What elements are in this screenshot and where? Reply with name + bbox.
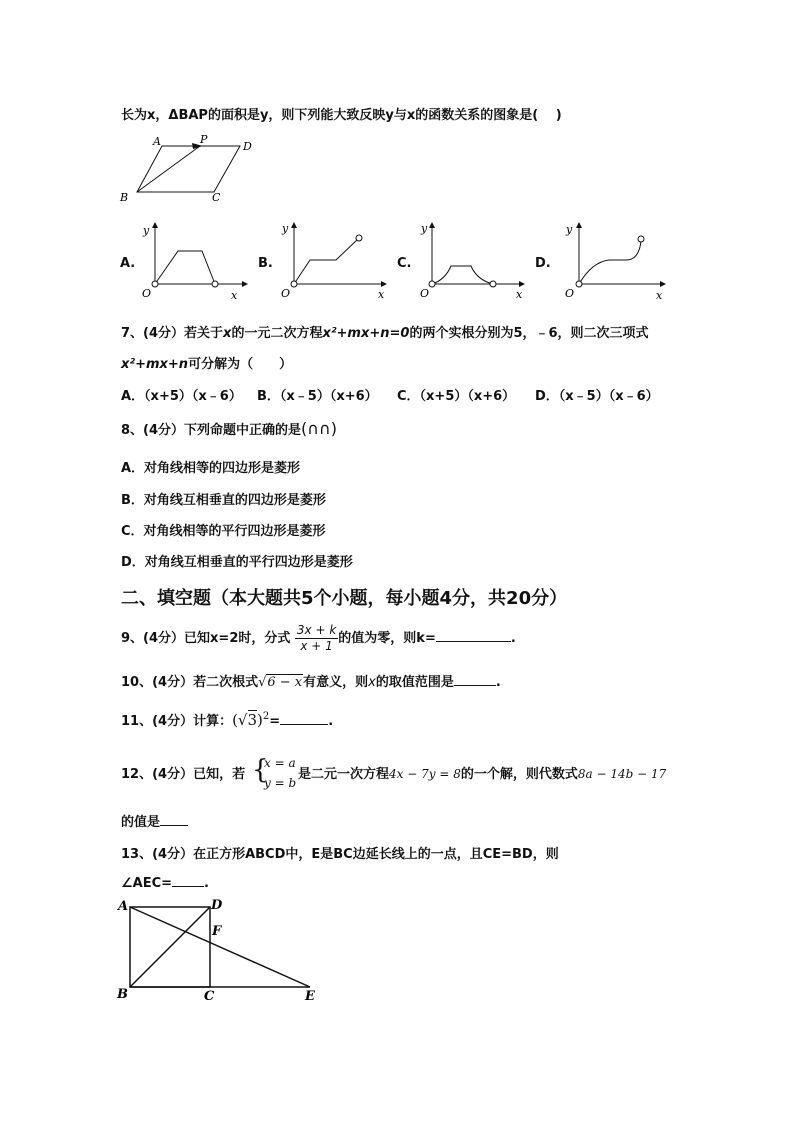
q7-trinomial: x²+mx+n	[121, 357, 189, 372]
q13-label-e: E	[305, 989, 315, 1003]
graph-c-x: x	[516, 288, 523, 301]
q7-line2	[121, 353, 292, 372]
q10-var-x: x	[368, 675, 376, 690]
graph-option-d	[554, 220, 669, 302]
q7-var-x: x	[223, 326, 232, 341]
q12-line2-text: 的值是	[121, 815, 161, 830]
q7-mid1: 的一元二次方程	[231, 326, 323, 341]
q12-answer-blank[interactable]	[160, 813, 188, 826]
q10-line	[121, 671, 501, 690]
q11-equals: =	[269, 714, 281, 729]
q11-expression: $(√3)^2$	[232, 711, 270, 729]
q8-option-c: C．对角线相等的平行四边形是菱形	[121, 524, 326, 539]
q13-label-c: C	[204, 989, 215, 1003]
q12-system-eq1: x = a	[264, 756, 296, 770]
q7-equation: x²+mx+n=0	[322, 326, 410, 341]
graph-d-x: x	[656, 289, 663, 302]
q13-label-d: D	[211, 898, 223, 913]
graph-b-o: O	[281, 287, 291, 300]
q9-k: k=	[416, 631, 436, 646]
section-heading: 二、填空题（本大题共5个小题，每小题4分，共20分）	[121, 588, 568, 609]
graph-c-o: O	[420, 287, 430, 300]
q12-mid: 是二元一次方程	[298, 767, 390, 782]
graph-option-b	[277, 220, 387, 302]
q11-line	[121, 710, 333, 729]
option-b-label: B.	[258, 256, 273, 271]
fig-label-p: P	[200, 133, 208, 146]
q9-end: .	[510, 631, 516, 646]
q8-stem	[121, 419, 337, 438]
q13-label-a: A	[118, 899, 129, 914]
graph-a-y: y	[143, 224, 150, 237]
q12-rest	[298, 763, 666, 782]
q12-mid2: 的一个解，则代数式	[460, 767, 578, 782]
q10-answer-blank[interactable]	[454, 673, 496, 686]
option-c-label: C.	[397, 256, 412, 271]
q13-stem: 13、(4分）在正方形ABCD中，E是BC边延长线上的一点，且CE=BD，则	[121, 847, 559, 862]
q11-radicand: 3	[247, 711, 258, 729]
q13-answer-blank[interactable]	[172, 874, 204, 887]
q8-option-a: A．对角线相等的四边形是菱形	[121, 461, 301, 476]
q12-prefix: 12、(4分）已知，若	[121, 767, 246, 782]
fig-label-d: D	[243, 140, 252, 153]
q10-mid: 有意义，则	[303, 675, 369, 690]
q13-label-f: F	[212, 924, 222, 939]
graph-d-o: O	[565, 287, 575, 300]
q13-end: .	[204, 876, 209, 891]
q13-line2	[121, 874, 209, 891]
fig-label-c: C	[212, 191, 221, 204]
graph-a-o: O	[142, 287, 152, 300]
graph-option-c	[415, 220, 525, 302]
q8-stem-text: 8、(4分）下列命题中正确的是	[121, 423, 302, 438]
q10-radicand: 6 − x	[267, 675, 303, 690]
q9-answer-blank[interactable]	[436, 629, 511, 642]
q10-post: 的取值范围是	[375, 675, 454, 690]
q12-system	[264, 753, 296, 793]
q11-prefix: 11、(4分）计算：	[121, 714, 233, 729]
q12-system-eq2: y = b	[264, 776, 297, 790]
q12-expression: 8a − 14b − 17	[577, 767, 667, 781]
q7-option-c: C．（x+5）（x+6）	[397, 389, 516, 404]
q7-option-a: A．（x+5）（x﹣6）	[121, 389, 242, 404]
graph-option-a	[138, 220, 248, 302]
graph-c-y: y	[421, 222, 428, 235]
q10-end: .	[495, 675, 501, 690]
q9-line	[121, 620, 516, 658]
q9-prefix: 9、(4分）已知	[121, 631, 211, 646]
graph-a-x: x	[231, 289, 238, 302]
q7-option-d: D．（x﹣5）（x﹣6）	[535, 389, 659, 404]
q7-stem	[121, 322, 649, 341]
q13-label-b: B	[117, 987, 128, 1002]
q11-end: .	[328, 714, 334, 729]
option-d-label: D.	[535, 256, 551, 271]
graph-d-y: y	[566, 223, 573, 236]
q8-option-d: D．对角线互相垂直的平行四边形是菱形	[121, 555, 353, 570]
graph-b-y: y	[282, 222, 289, 235]
q13-angle: ∠AEC=	[121, 876, 173, 891]
option-a-label: A.	[120, 256, 136, 271]
q10-radical: √6 − x	[258, 675, 303, 690]
q7-line2-rest: 可分解为（ ）	[188, 357, 293, 372]
q7-option-b: B．（x﹣5）（x+6）	[257, 389, 378, 404]
q8-paren: (∩∩)	[301, 419, 337, 438]
q8-option-b: B．对角线互相垂直的四边形是菱形	[121, 493, 326, 508]
fig-label-a: A	[153, 135, 161, 148]
q9-numerator: 3x + k	[296, 623, 337, 637]
q9-denominator: x + 1	[300, 639, 333, 653]
graph-b-x: x	[378, 288, 385, 301]
q6-parallelogram-figure	[112, 132, 262, 207]
q9-condition: x=2时，分式	[210, 631, 291, 646]
q9-fraction	[295, 623, 338, 654]
q10-prefix: 10、(4分）若二次根式	[121, 675, 259, 690]
q13-square-figure	[112, 893, 327, 1003]
q9-post: 的值为零，则	[338, 631, 417, 646]
q11-exponent: 2	[262, 711, 270, 722]
fig-label-b: B	[120, 191, 129, 204]
q12-brace: {	[252, 755, 269, 785]
q12-equation: 4x − 7y = 8	[389, 767, 461, 781]
q11-answer-blank[interactable]	[280, 712, 328, 725]
q7-mid2: 的两个实根分别为5，﹣6，则二次三项式	[409, 326, 649, 341]
q12-line2	[121, 811, 188, 830]
q6-stem: 长为x，ΔBAP的面积是y，则下列能大致反映y与x的函数关系的图象是( )	[121, 108, 562, 123]
q7-prefix: 7、(4分）若关于	[121, 326, 224, 341]
